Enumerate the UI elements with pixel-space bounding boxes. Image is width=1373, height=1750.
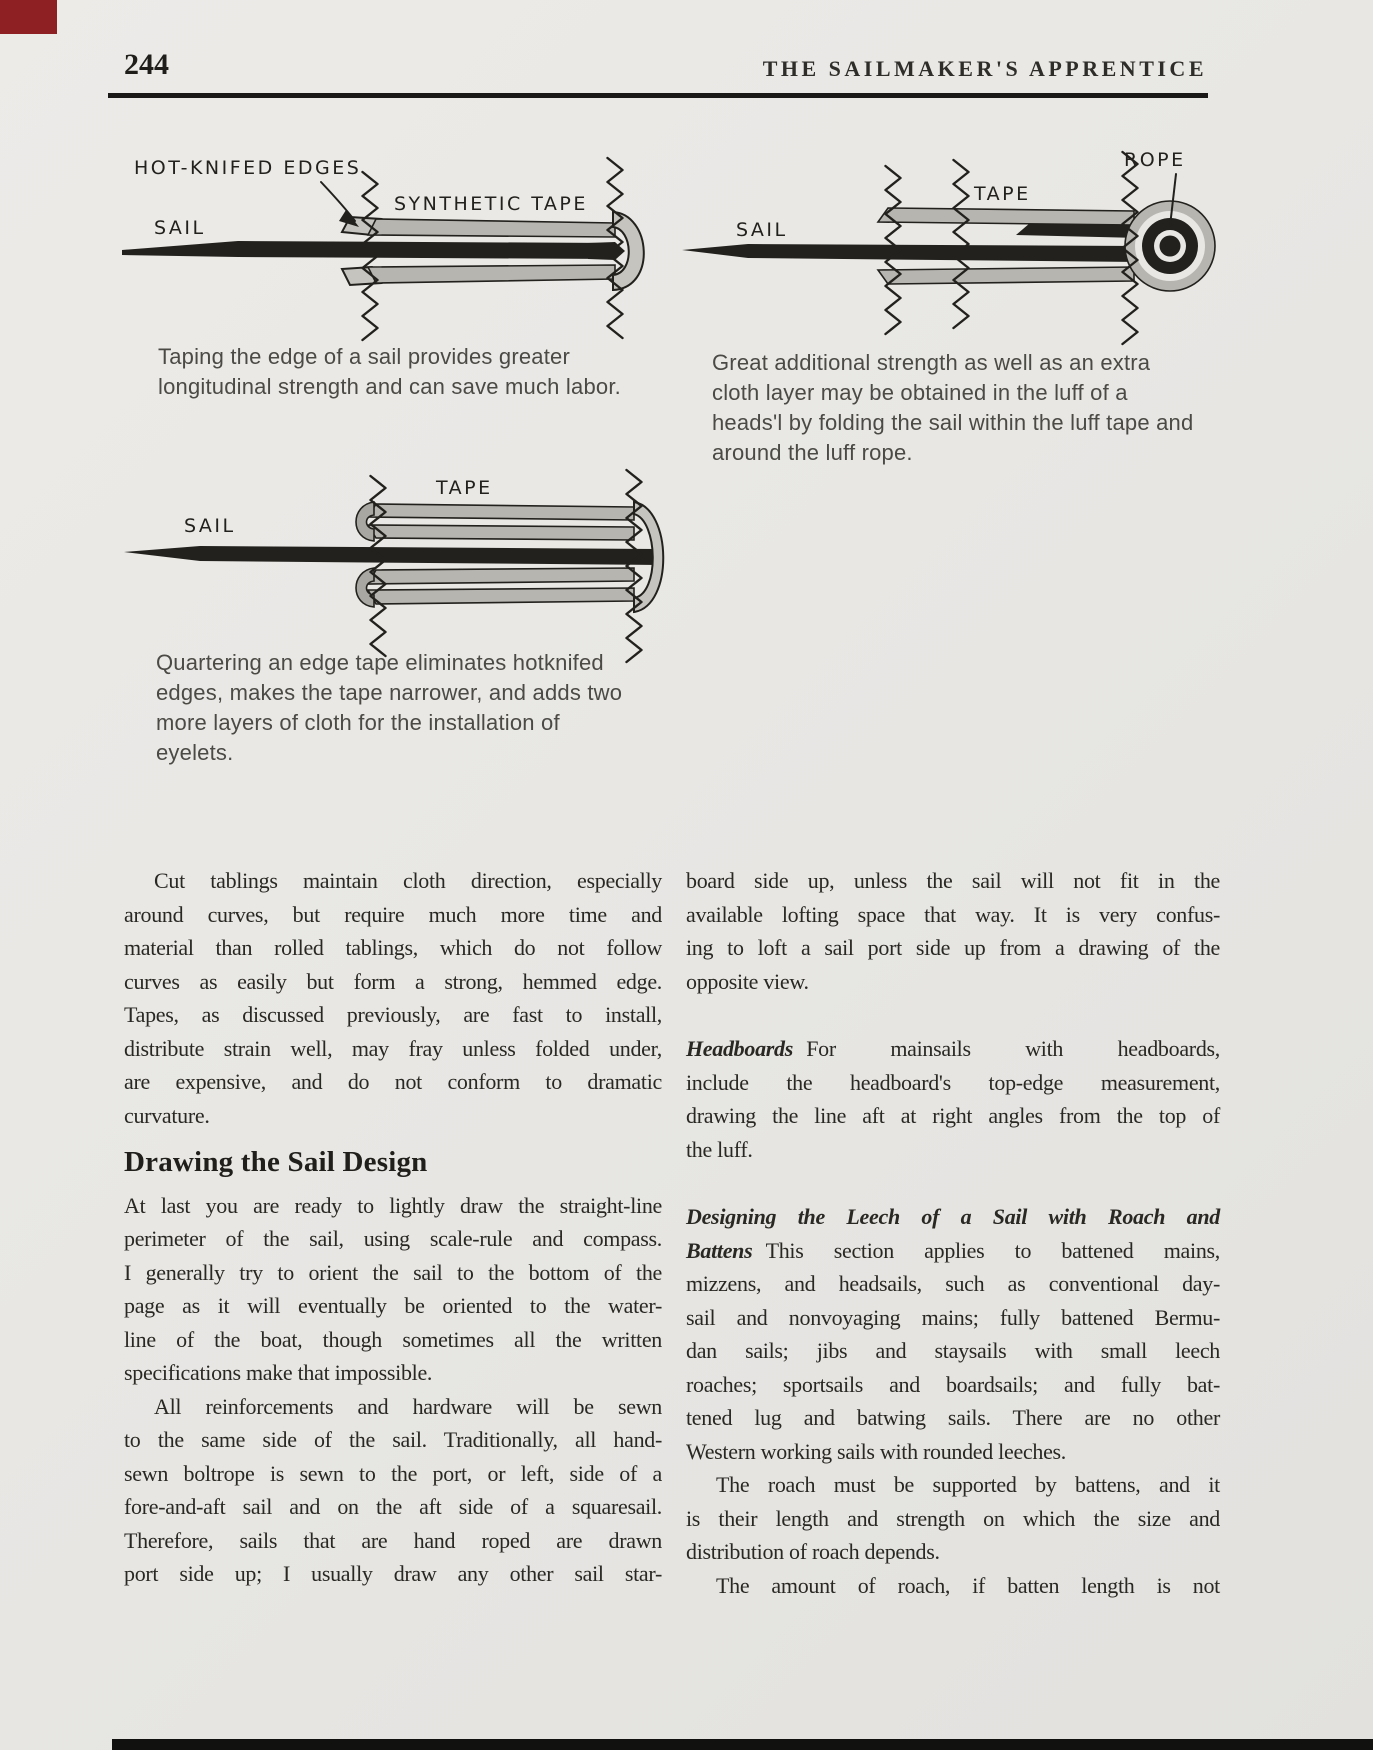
figure-caption-quartered-tape bbox=[156, 648, 622, 768]
text-line bbox=[124, 1099, 662, 1133]
rope-label: ROPE bbox=[1124, 149, 1186, 171]
caption-line: Taping the edge of a sail provides greater bbox=[158, 344, 570, 369]
tape-strip-bottom bbox=[878, 267, 1134, 284]
text-line bbox=[686, 1535, 1220, 1569]
text-line bbox=[686, 864, 1220, 898]
running-head: THE SAILMAKER'S APPRENTICE bbox=[762, 56, 1207, 81]
stitch-zigzag bbox=[371, 476, 386, 656]
text-line bbox=[686, 1502, 1220, 1536]
text-segment: I generally try to orient the sail to the bottom of the bbox=[124, 1259, 662, 1285]
section-heading: Drawing the Sail Design bbox=[124, 1146, 428, 1178]
text-line bbox=[686, 931, 1220, 965]
text-line bbox=[686, 1368, 1220, 1402]
text-segment: Western working sails with rounded leeches. bbox=[686, 1438, 1067, 1464]
text-segment: Tapes, as discussed previously, are fast to install, bbox=[124, 1002, 662, 1027]
text-segment: is their length and strength on which the size and bbox=[686, 1505, 1220, 1531]
text-line bbox=[686, 898, 1220, 932]
text-line bbox=[124, 1423, 662, 1457]
text-segment: are expensive, and do not conform to dramatic bbox=[124, 1069, 662, 1094]
text-segment: drawing the line aft at right angles from the top of bbox=[686, 1103, 1220, 1128]
caption-line: longitudinal strength and can save much labor. bbox=[158, 374, 621, 399]
text-line bbox=[686, 1267, 1220, 1301]
text-line bbox=[686, 1234, 1220, 1268]
text-line bbox=[124, 1557, 662, 1591]
text-line bbox=[686, 1334, 1220, 1368]
header-rule bbox=[108, 93, 1208, 98]
paragraph bbox=[686, 1032, 1220, 1166]
text-segment: curvature. bbox=[124, 1102, 210, 1128]
sail-shape bbox=[124, 546, 660, 565]
text-line bbox=[124, 1524, 662, 1558]
text-line bbox=[124, 864, 662, 898]
text-segment: line of the boat, though sometimes all the written bbox=[124, 1326, 662, 1352]
luff-rope-drawing bbox=[678, 138, 1223, 343]
text-line bbox=[686, 1301, 1220, 1335]
text-segment: around curves, but require much more time and bbox=[124, 901, 662, 927]
paragraph bbox=[686, 1200, 1220, 1468]
text-line bbox=[686, 1133, 1220, 1167]
tape-strip-bottom bbox=[368, 265, 615, 283]
figure-luff-rope bbox=[678, 138, 1223, 343]
text-line bbox=[124, 1289, 662, 1323]
paragraph bbox=[124, 1390, 662, 1591]
sail-label: SAIL bbox=[184, 515, 236, 537]
text-segment: page as it will eventually be oriented to the water- bbox=[124, 1293, 662, 1318]
text-segment: board side up, unless the sail will not fit in the bbox=[686, 868, 1220, 893]
text-segment: perimeter of the sail, using scale-rule and compass. bbox=[124, 1226, 662, 1251]
tape-strip-1 bbox=[368, 504, 634, 520]
text-segment: tened lug and batwing sails. There are no other bbox=[686, 1405, 1220, 1430]
figure-caption-luff-rope bbox=[712, 348, 1193, 468]
tape-label: TAPE bbox=[436, 477, 493, 499]
figure-taped-edge bbox=[118, 142, 663, 342]
tape-fold-left-top bbox=[356, 502, 374, 541]
text-segment: roaches; sportsails and boardsails; and fully bat- bbox=[686, 1371, 1220, 1397]
text-segment: opposite view. bbox=[686, 968, 809, 994]
text-line bbox=[686, 1032, 1220, 1066]
tape-strip-2 bbox=[368, 525, 634, 540]
text-segment: distribute strain well, may fray unless folded under, bbox=[124, 1035, 662, 1061]
caption-line: around the luff rope. bbox=[712, 440, 913, 465]
text-line bbox=[124, 1457, 662, 1491]
caption-line: cloth layer may be obtained in the luff of a bbox=[712, 380, 1128, 405]
runin-heading: Designing the Leech of a Sail with Roach and bbox=[686, 1204, 1220, 1229]
text-line bbox=[124, 898, 662, 932]
text-segment: include the headboard's top-edge measurement, bbox=[686, 1069, 1220, 1095]
caption-line: eyelets. bbox=[156, 740, 234, 765]
sail-shape bbox=[682, 244, 1140, 262]
text-line bbox=[124, 1222, 662, 1256]
text-segment: to the same side of the sail. Traditionally, all hand- bbox=[124, 1427, 662, 1452]
text-segment: specifications make that impossible. bbox=[124, 1360, 433, 1385]
tape-strip-top bbox=[878, 208, 1134, 225]
text-line bbox=[124, 1065, 662, 1099]
runin-heading: Battens bbox=[686, 1237, 753, 1263]
text-segment: For mainsails with headboards, bbox=[806, 1036, 1220, 1061]
text-segment: This section applies to battened mains, bbox=[765, 1237, 1220, 1263]
taped-edge-drawing bbox=[118, 142, 663, 342]
text-segment: The amount of roach, if batten length is not bbox=[716, 1572, 1220, 1598]
luff-rope-core bbox=[1160, 236, 1181, 257]
paragraph bbox=[686, 1569, 1220, 1603]
text-segment: fore-and-aft sail and on the aft side of a squaresail. bbox=[124, 1494, 662, 1519]
text-segment: ing to loft a sail port side up from a drawing of the bbox=[686, 935, 1220, 960]
figure-quartered-tape bbox=[120, 442, 665, 667]
quartered-tape-drawing bbox=[120, 442, 665, 667]
figure-caption-taped-edge bbox=[158, 342, 621, 402]
text-segment: port side up; I usually draw any other sail star- bbox=[124, 1561, 662, 1586]
text-segment: The roach must be supported by battens, and it bbox=[716, 1472, 1220, 1497]
page-number: 244 bbox=[124, 48, 169, 81]
text-segment: the luff. bbox=[686, 1136, 753, 1162]
paragraph bbox=[686, 864, 1220, 998]
text-segment: mizzens, and headsails, such as conventional day- bbox=[686, 1271, 1220, 1296]
text-segment: All reinforcements and hardware will be sewn bbox=[154, 1393, 662, 1419]
paragraph bbox=[686, 1468, 1220, 1569]
text-line bbox=[686, 965, 1220, 999]
stitch-zigzag bbox=[627, 470, 642, 662]
text-segment: At last you are ready to lightly draw the straight-line bbox=[124, 1192, 662, 1218]
synthetic-tape-label: SYNTHETIC TAPE bbox=[394, 193, 588, 215]
caption-line: Quartering an edge tape eliminates hotknifed bbox=[156, 650, 604, 675]
sail-label: SAIL bbox=[736, 219, 788, 241]
text-line bbox=[124, 1356, 662, 1390]
text-segment: sewn boltrope is sewn to the port, or left, side of a bbox=[124, 1460, 662, 1486]
body-left-column bbox=[124, 864, 662, 1591]
body-right-column bbox=[686, 864, 1220, 1602]
tape-strip-4 bbox=[368, 588, 634, 604]
text-line bbox=[124, 1189, 662, 1223]
text-line bbox=[124, 1390, 662, 1424]
text-line bbox=[124, 998, 662, 1032]
tape-label: TAPE bbox=[974, 183, 1031, 205]
text-line bbox=[686, 1468, 1220, 1502]
text-line bbox=[686, 1435, 1220, 1469]
text-line bbox=[124, 1256, 662, 1290]
hot-knifed-edges-label: HOT-KNIFED EDGES bbox=[134, 157, 362, 179]
caption-line: heads'l by folding the sail within the luff tape and bbox=[712, 410, 1194, 435]
paragraph bbox=[124, 864, 662, 1132]
text-line bbox=[686, 1066, 1220, 1100]
text-line bbox=[124, 1032, 662, 1066]
caption-line: edges, makes the tape narrower, and adds two bbox=[156, 680, 623, 705]
text-line bbox=[124, 965, 662, 999]
text-segment: distribution of roach depends. bbox=[686, 1539, 940, 1564]
text-segment: sail and nonvoyaging mains; fully battened Bermu- bbox=[686, 1304, 1220, 1330]
text-line bbox=[686, 1401, 1220, 1435]
text-segment: Therefore, sails that are hand roped are drawn bbox=[124, 1527, 662, 1553]
tape-strip-3 bbox=[368, 568, 634, 584]
text-segment: dan sails; jibs and staysails with small leech bbox=[686, 1338, 1220, 1363]
text-line bbox=[686, 1099, 1220, 1133]
tape-strip-top bbox=[368, 219, 615, 237]
caption-line: Great additional strength as well as an extra bbox=[712, 350, 1151, 375]
text-line bbox=[124, 1490, 662, 1524]
text-segment: Cut tablings maintain cloth direction, especially bbox=[154, 868, 662, 893]
text-segment: curves as easily but form a strong, hemmed edge. bbox=[124, 968, 662, 994]
runin-heading: Headboards bbox=[686, 1036, 794, 1061]
text-line bbox=[686, 1569, 1220, 1603]
text-line bbox=[124, 1323, 662, 1357]
text-line bbox=[686, 1200, 1220, 1234]
sail-label: SAIL bbox=[154, 217, 206, 239]
caption-line: more layers of cloth for the installation of bbox=[156, 710, 560, 735]
footer-rule bbox=[112, 1739, 1373, 1750]
stitch-zigzag bbox=[954, 160, 969, 328]
text-segment: material than rolled tablings, which do not follow bbox=[124, 935, 662, 960]
scan-corner-artifact bbox=[0, 0, 57, 34]
text-line bbox=[124, 931, 662, 965]
text-segment: available lofting space that way. It is very confus- bbox=[686, 901, 1220, 927]
paragraph bbox=[124, 1189, 662, 1390]
